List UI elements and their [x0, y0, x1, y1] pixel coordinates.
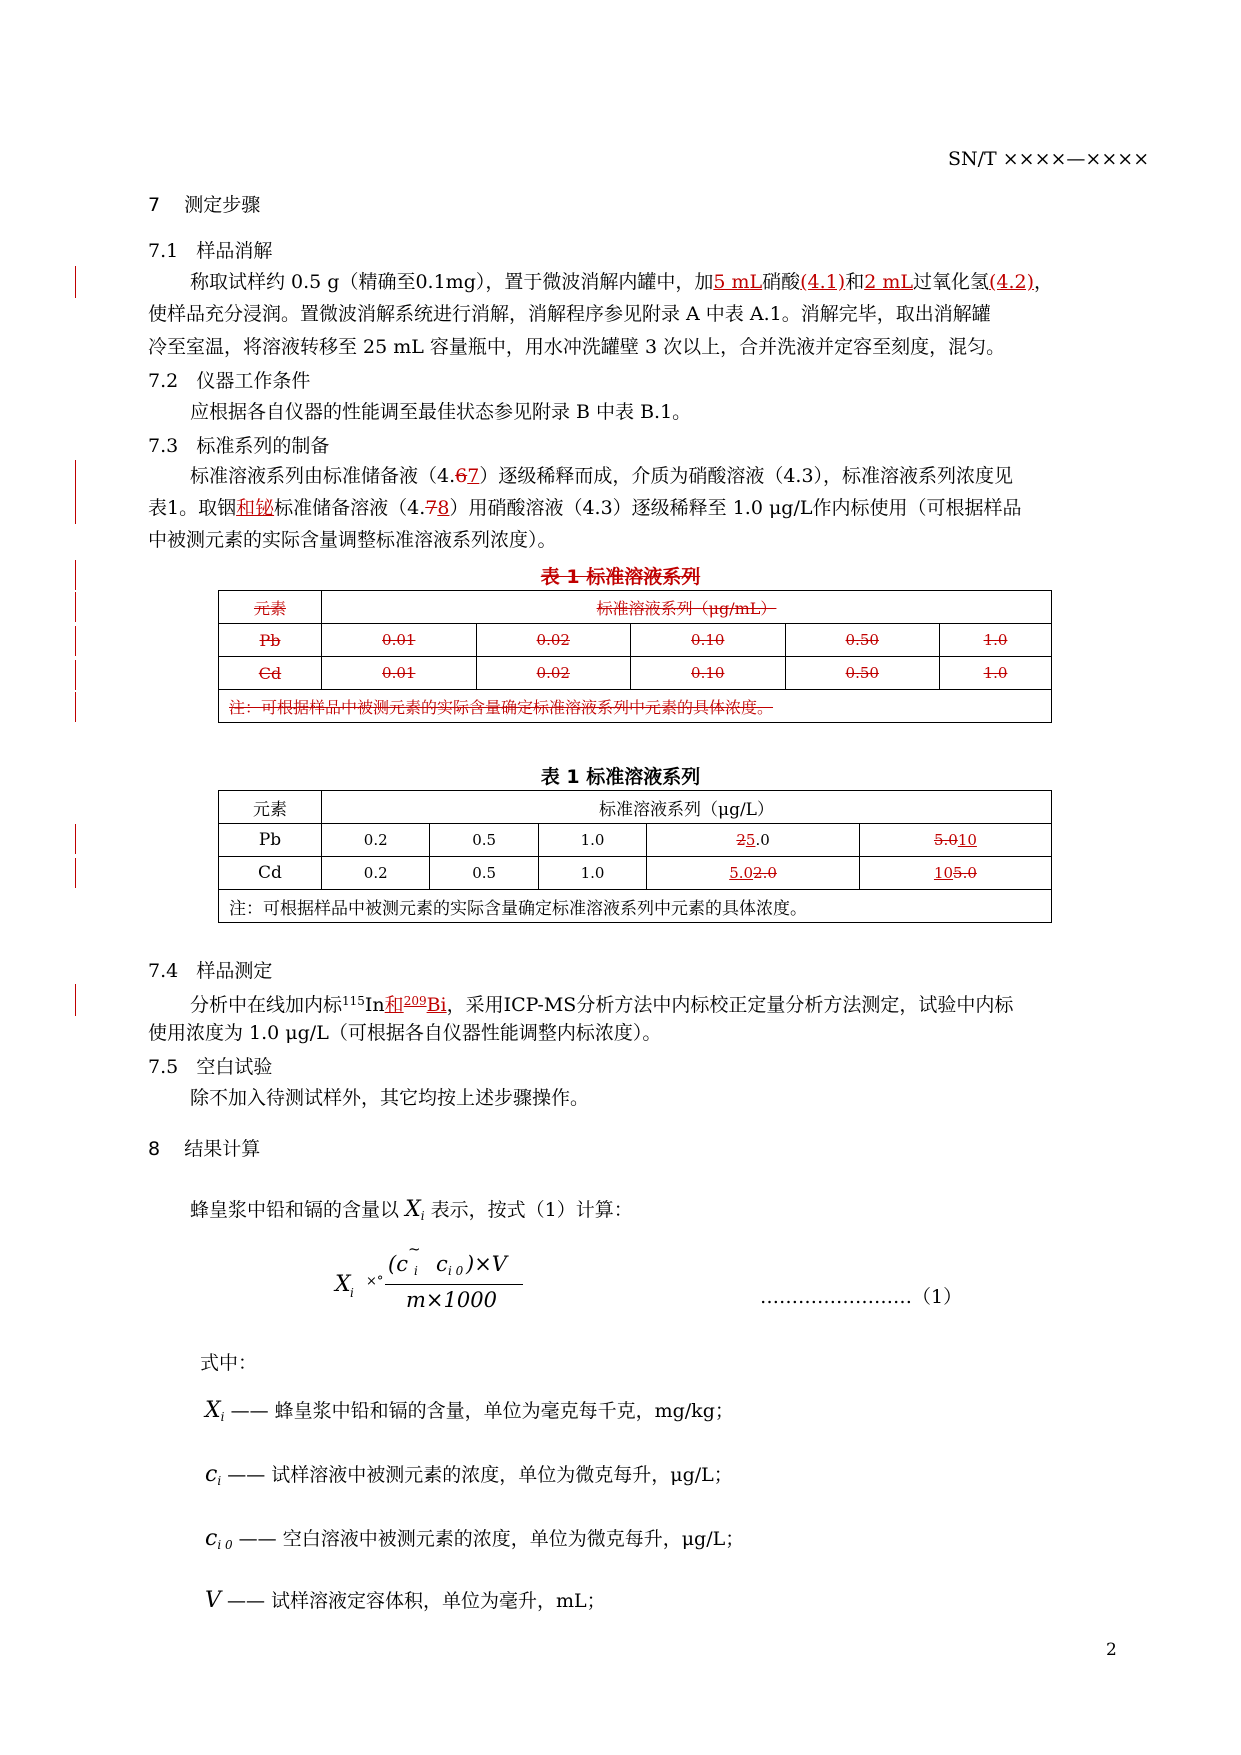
change-bar: [75, 984, 76, 1016]
table-caption: 表 1 标准溶液系列: [540, 766, 701, 788]
paragraph-line: 冷至室温，将溶液转移至 25 mL 容量瓶中，用水冲洗罐壁 3 次以上，合并洗液并定容至刻度，混匀。: [148, 336, 1006, 358]
paragraph-line: 使样品充分浸润。置微波消解系统进行消解，消解程序参见附录 A 中表 A.1。消解完毕，取出消解罐: [148, 303, 991, 325]
table-header-cell: 标准溶液系列（μg/L）: [322, 791, 1052, 824]
paragraph-line: 除不加入待测试样外，其它均按上述步骤操作。: [190, 1087, 590, 1109]
document-code: SN/T ××××—××××: [948, 148, 1150, 170]
table-row: Pb 0.01 0.02 0.10 0.50 1.0: [219, 624, 1052, 657]
subsection-heading: 7.4 样品测定: [148, 960, 273, 982]
table-caption-deleted: 表 1 标准溶液系列: [540, 566, 701, 588]
paragraph-line: 使用浓度为 1.0 μg/L（可根据各自仪器性能调整内标浓度）。: [148, 1022, 662, 1044]
change-bar: [75, 824, 76, 854]
equation-number: ……………………（1）: [760, 1286, 963, 1308]
subsection-title: 样品消解: [196, 240, 273, 262]
change-bar: [75, 492, 76, 524]
change-bar: [75, 692, 76, 722]
section-number: 7: [148, 194, 161, 216]
variable-definition: V —— 试样溶液定容体积，单位为毫升，mL；: [205, 1588, 606, 1613]
table-row: Cd 0.2 0.5 1.0 5.02.0 105.0: [219, 857, 1052, 890]
section-heading: [148, 190, 260, 217]
paragraph-line: 蜂皇浆中铅和镉的含量以 $X_i$ 表示，按式（1）计算：: [190, 1197, 633, 1223]
variable-definition: $c_{i 0}$ —— 空白溶液中被测元素的浓度，单位为微克每升，μg/L；: [205, 1526, 745, 1552]
where-label: 式中：: [200, 1352, 258, 1374]
section-heading: 8 结果计算: [148, 1138, 261, 1160]
table-row: Pb 0.2 0.5 1.0 25.0 5.010: [219, 824, 1052, 857]
table-header-cell: 元素: [219, 791, 322, 824]
change-bar: [75, 592, 76, 622]
subsection-heading: 7.3 标准系列的制备: [148, 435, 330, 457]
section-title: 测定步骤: [184, 194, 261, 216]
table-header-cell: 标准溶液系列（μg/mL）: [322, 591, 1052, 624]
change-bar: [75, 660, 76, 690]
change-bar: [75, 266, 76, 298]
paragraph-line: 分析中在线加内标$^{115}$In和$^{209}$Bi，采用ICP-MS分析方法中内标校正定量分析方法测定，试验中内标: [190, 994, 1014, 1016]
paragraph-line: 应根据各自仪器的性能调至最佳状态参见附录 B 中表 B.1。: [190, 401, 692, 423]
change-bar: [75, 460, 76, 492]
page-number: 2: [1106, 1640, 1117, 1660]
fraction-bar: [385, 1284, 523, 1285]
paragraph-line: 中被测元素的实际含量调整标准溶液系列浓度）。: [148, 529, 557, 551]
paragraph-line: 表1。取铟和铋标准储备溶液（4.78）用硝酸溶液（4.3）逐级稀释至 1.0 μg/L作内标使用（可根据样品: [148, 497, 1022, 519]
standard-series-table: [218, 790, 1052, 923]
variable-definition: $X_i$ —— 蜂皇浆中铅和镉的含量，单位为毫克每千克，mg/kg；: [205, 1398, 734, 1424]
subsection-heading: 7.5 空白试验: [148, 1056, 273, 1078]
variable-definition: $c_i$ —— 试样溶液中被测元素的浓度，单位为微克每升，μg/L；: [205, 1462, 733, 1488]
change-bar: [75, 858, 76, 888]
paragraph-line: 称取试样约 0.5 g（精确至0.1mg），置于微波消解内罐中，加5 mL硝酸(4.1)和2 mL过氧化氢(4.2)，: [190, 271, 1054, 293]
table-note: 注：可根据样品中被测元素的实际含量确定标准溶液系列中元素的具体浓度。: [219, 690, 1052, 723]
change-bar: [75, 626, 76, 656]
subsection-number: 7.1: [148, 240, 179, 262]
table-header-cell: 元素: [219, 591, 322, 624]
subsection-heading: 7.2 仪器工作条件: [148, 370, 311, 392]
formula: X i ×° (c ~ i c i 0 )×V m×1000: [330, 1240, 630, 1340]
subsection-heading: [148, 236, 272, 263]
standard-series-table-deleted: [218, 590, 1052, 723]
table-row: Cd 0.01 0.02 0.10 0.50 1.0: [219, 657, 1052, 690]
paragraph-line: 标准溶液系列由标准储备液（4.67）逐级稀释而成，介质为硝酸溶液（4.3），标准溶液系列浓度见: [190, 465, 1014, 487]
table-note: 注：可根据样品中被测元素的实际含量确定标准溶液系列中元素的具体浓度。: [219, 890, 1052, 923]
